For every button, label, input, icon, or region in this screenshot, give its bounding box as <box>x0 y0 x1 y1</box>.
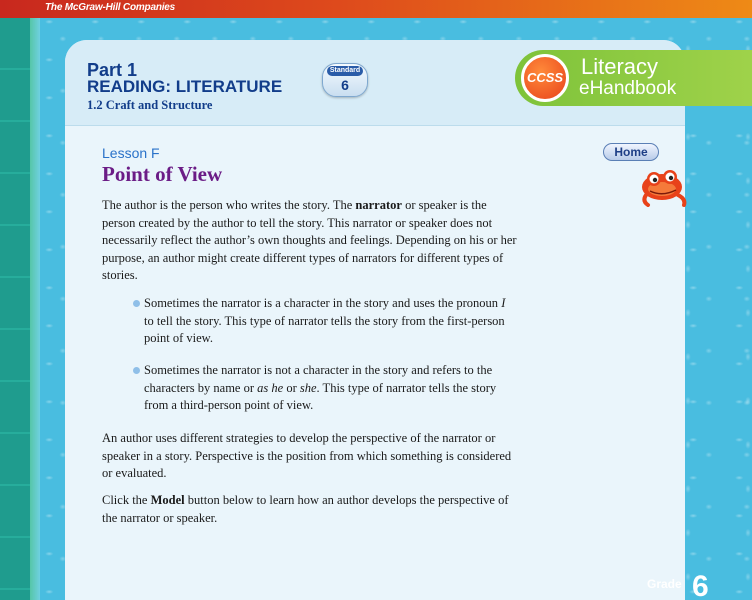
model-instruction-paragraph <box>102 492 520 527</box>
grade-label: Grade <box>647 577 682 591</box>
lesson-label: Lesson F <box>102 145 160 161</box>
intro-text-b: or speaker is the person created by the author to tell the story. This narrator or speaker does not necessarily reflect the author’s own thoughts and feelings. Depending on his or her purpose, an author might create different types of narrators for different types of stories. <box>102 198 517 282</box>
logo-line-1: Literacy <box>581 54 659 79</box>
subsection-title: 1.2 Craft and Structure <box>87 98 213 112</box>
left-decorative-stripe <box>0 18 30 600</box>
standard-number: 6 <box>341 77 349 93</box>
bullet1-italic: I <box>501 296 506 310</box>
lesson-title: Point of View <box>102 162 223 186</box>
grade-number: 6 <box>692 570 709 600</box>
bullet-third-person <box>144 362 514 415</box>
perspective-paragraph: An author uses different strategies to develop the perspective of the narrator or speaker in a story. Perspective is the position from which something is considered or evaluated. <box>102 431 512 480</box>
frog-mascot-icon <box>640 165 688 207</box>
top-bar <box>0 0 752 18</box>
bullet-dot-icon <box>133 300 140 307</box>
bullet1-text-a: Sometimes the narrator is a character in the story and uses the pronoun <box>144 296 502 310</box>
home-button[interactable]: Home <box>603 143 659 161</box>
standard-badge <box>322 63 368 97</box>
section-title: READING: LITERATURE <box>87 77 283 96</box>
logo-line-2: eHandbook <box>579 78 677 99</box>
ccss-badge-icon: CCSS <box>521 54 569 102</box>
model-bold-term: Model <box>150 493 185 507</box>
bullet2-text-b: . This type of narrator tells the story from a third-person point of view. <box>144 380 497 412</box>
intro-paragraph <box>102 197 520 285</box>
bullet1-text-b: to tell the story. This type of narrator tells the story from the first-person point of view. <box>144 313 505 345</box>
intro-text-a: The author is the person who writes the story. The <box>102 198 356 212</box>
bullet2-italic-1: as he <box>257 380 284 395</box>
brand-logo-text: The McGraw-Hill Companies <box>45 2 176 13</box>
intro-bold-term: narrator <box>355 198 402 212</box>
part-title: Part 1 <box>87 60 138 80</box>
model-text-b: button below to learn how an author develops the perspective of the narrator or speaker. <box>102 493 509 525</box>
bullet2-text-a: Sometimes the narrator is not a character in the story and refers to the characters by name or <box>144 363 493 395</box>
bullet2-text-mid: or <box>283 380 300 395</box>
literacy-ehandbook-logo <box>515 50 752 106</box>
bullet-dot-icon <box>133 367 140 374</box>
bullet2-italic-2: she <box>299 380 317 395</box>
bullet-first-person <box>144 295 514 348</box>
standard-label: Standard <box>327 66 363 76</box>
left-decorative-stripe-accent <box>30 18 40 600</box>
model-text-a: Click the <box>102 493 151 507</box>
